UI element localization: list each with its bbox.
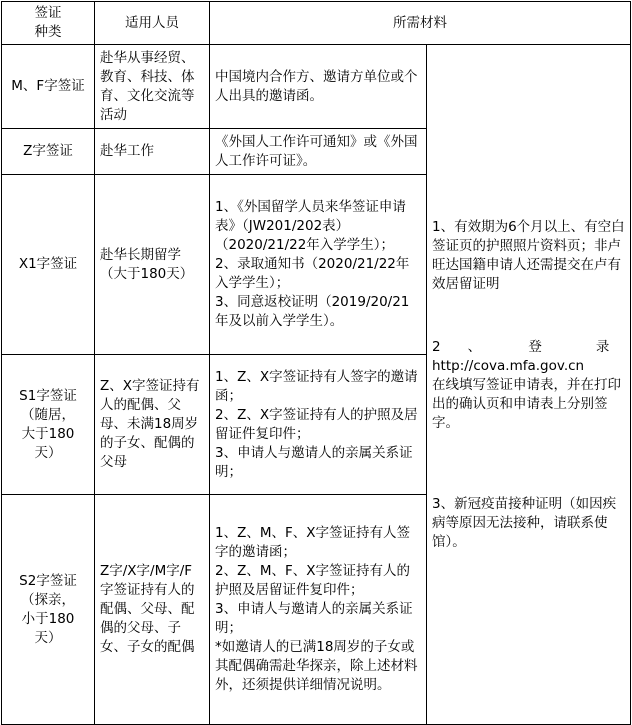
visa-requirements-table (1, 1, 631, 725)
visa-type-cell: M、F字签证 (2, 45, 95, 129)
visa-type-label: S2字签证（探亲，小于180天） (19, 572, 77, 646)
common-material-2-lead: 2 、 登 录 (432, 338, 610, 355)
applicants-cell: 赴华长期留学（大于180天） (95, 175, 210, 355)
common-material-3: 3、新冠疫苗接种证明（如因疾病等原因无法接种，请联系使馆）。 (432, 495, 617, 550)
visa-type-label: S1字签证（随居，大于180天） (19, 387, 77, 461)
table-row (2, 45, 631, 129)
header-visa-type (2, 2, 95, 45)
materials-cell: 1、《外国留学人员来华签证申请表》（JW201/202表）（2020/21/22年入学学生）； 2、录取通知书（2020/21/22年入学学生）； 3、同意返校证明（2019/20/21年及以前入学学生）。 (210, 175, 427, 355)
common-material-2 (432, 338, 625, 433)
materials-cell: 《外国人工作许可通知》或《外国人工作许可证》。 (210, 129, 427, 175)
common-material-1: 1、有效期为6个月以上、有空白签证页的护照照片资料页；非卢旺达国籍申请人还需提交在卢有效居留证明 (432, 218, 625, 292)
materials-cell: 中国境内合作方、邀请方单位或个人出具的邀请函。 (210, 45, 427, 129)
header-row (2, 2, 631, 45)
header-materials: 所需材料 (210, 2, 631, 45)
cova-url-link[interactable]: http://cova.mfa.gov.cn (432, 357, 585, 374)
visa-type-cell (2, 355, 95, 495)
materials-cell: 1、Z、M、F、X字签证持有人签字的邀请函； 2、Z、M、F、X字签证持有人的护照及居留证件复印件； 3、申请人与邀请人的亲属关系证明； *如邀请人的已满18周岁的子女或其配偶确需赴华探亲，除上述材料外，还须提供详细情况说明。 (210, 495, 427, 725)
header-visa-type-label: 签证种类 (34, 5, 62, 40)
applicants-cell: 赴华工作 (95, 129, 210, 175)
common-material-2-rest: 在线填写签证申请表，并在打印出的确认页和申请表上分别签字。 (432, 376, 621, 431)
visa-type-cell: Z字签证 (2, 129, 95, 175)
common-materials-cell (427, 45, 631, 725)
visa-type-cell: X1字签证 (2, 175, 95, 355)
applicants-cell: 赴华从事经贸、教育、科技、体育、文化交流等活动 (95, 45, 210, 129)
materials-cell: 1、Z、X字签证持有人签字的邀请函； 2、Z、X字签证持有人的护照及居留证件复印件； 3、申请人与邀请人的亲属关系证明； (210, 355, 427, 495)
applicants-cell: Z、X字签证持有人的配偶、父母、未满18周岁的子女、配偶的父母 (95, 355, 210, 495)
spacer (432, 294, 625, 338)
header-applicants: 适用人员 (95, 2, 210, 45)
applicants-cell: Z字/X字/M字/F字签证持有人的配偶、父母、配偶的父母、子女、子女的配偶 (95, 495, 210, 725)
spacer (432, 433, 625, 495)
visa-type-cell (2, 495, 95, 725)
